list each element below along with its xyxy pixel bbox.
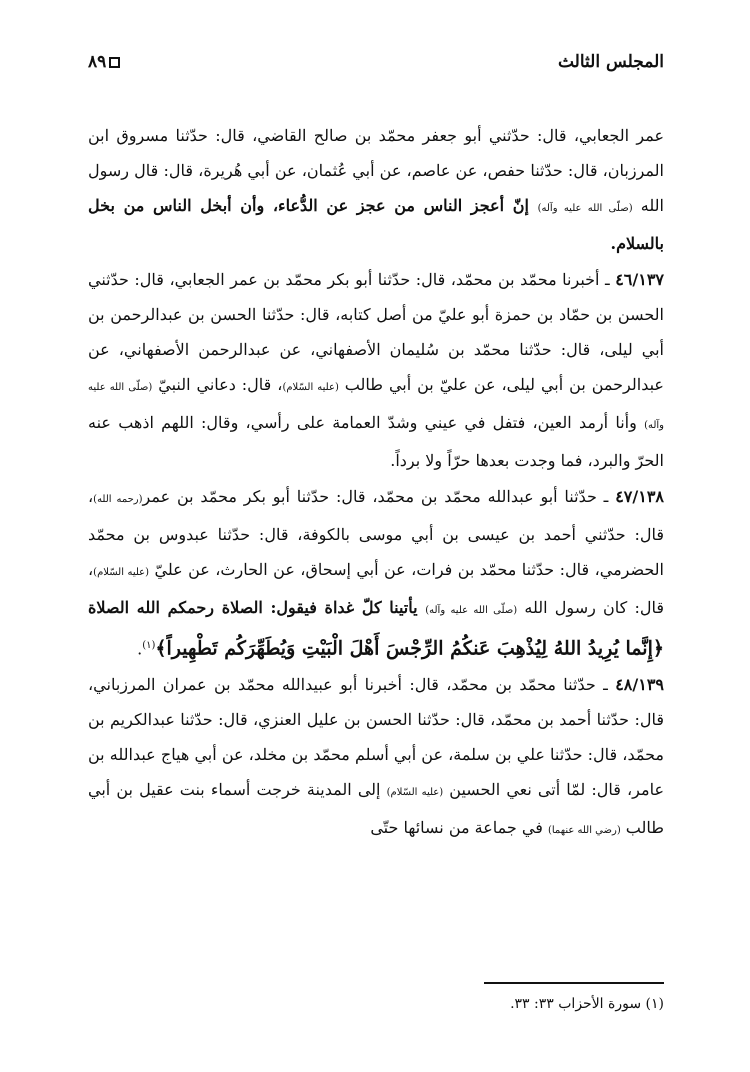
- hadith-number: ٤٦/١٣٧: [615, 270, 664, 289]
- main-text: [88, 118, 664, 848]
- footnote-divider: [484, 982, 664, 984]
- footnote-marker[interactable]: (١): [142, 640, 156, 651]
- text-run: عمر الجعابي، قال: حدّثني أبو جعفر محمّد بن صالح القاضي، قال: حدّثنا مسروق ابن المرزبان، قال: حدّثنا حفص، عن عاصم، عن أبي عُثمان، عن أبي هُريرة، قال: قال رسول الله: [88, 126, 665, 215]
- text-run: ، قال: كان رسول الله: [88, 560, 664, 617]
- page-number-text: ٨٩: [88, 52, 107, 72]
- text-run: .: [137, 639, 143, 659]
- text-run: ، قال: دعاني النبيّ: [152, 375, 283, 394]
- honorific: (رحمه الله): [93, 494, 143, 505]
- hadith-137: [88, 262, 664, 478]
- honorific: (عليه السّلام): [93, 567, 150, 578]
- honorific: (رضي الله عنهما): [547, 825, 621, 837]
- honorific: (صلّى الله عليه وآله): [537, 203, 633, 214]
- honorific: (صلّى الله عليه وآله): [88, 382, 664, 431]
- honorific: (عليه السّلام): [386, 787, 444, 799]
- hadith-text: إنّ أعجز الناس من عجز عن الدُّعاء، وأن أبخل الناس من بخل بالسلام.: [88, 196, 664, 253]
- honorific: (صلّى الله عليه وآله): [425, 605, 518, 616]
- footnote: (١) سورة الأحزاب ٣٣: ٣٣.: [510, 996, 664, 1012]
- hadith-number: ٤٧/١٣٨: [615, 487, 664, 506]
- quran-verse: ﴿إِنَّما يُرِيدُ اللهُ لِيُذْهِبَ عَنكُمُ الرِّجْسَ أَهْلَ الْبَيْتِ وَيُطَهِّرَكُم تَطْهِيراً﴾: [155, 637, 664, 660]
- text-run: ـ حدّثنا محمّد بن محمّد، قال: أخبرنا أبو عبيدالله محمّد بن عمران المرزباني، قال: حدّثنا أحمد بن محمّد، قال: حدّثنا الحسن بن عليل العنزي، قال: حدّثنا عبدالكريم بن محمّد، قال: حدّثنا علي بن سلمة، عن أبي أسلم محمّد بن مخلد، عن أبي هياج عبدالله بن عامر، قال: لمّا أتى نعي الحسين: [88, 675, 665, 800]
- text-run: إلى المدينة خرجت أسماء بنت عقيل بن أبي طالب: [88, 780, 664, 838]
- page-header: [88, 46, 664, 78]
- hadith-text: وأنا أرمد العين، فتفل في عيني وشدّ العمامة على رأسي، وقال: اللهم اذهب عنه الحرّ والبرد، فما وجدت بعدها حرّاً ولا برداً.: [88, 413, 664, 470]
- hadith-text: يأتينا كلّ غداة فيقول: الصلاة رحمكم الله الصلاة: [88, 598, 426, 617]
- text-run: في جماعة من نسائها حتّى: [370, 818, 548, 838]
- hadith-number: ٤٨/١٣٩: [615, 675, 664, 695]
- page-number: [88, 52, 120, 72]
- square-icon: [109, 57, 120, 68]
- chapter-title: المجلس الثالث: [557, 52, 664, 72]
- text-run: ـ أخبرنا محمّد بن محمّد، قال: حدّثنا أبو بكر محمّد بن عمر الجعابي، قال: حدّثني الحسن بن حمّاد بن حمزة أبو عليّ من أصل كتابه، قال: حدّثنا الحسن بن عبدالرحمن بن أبي ليلى، قال: حدّثنا محمّد بن سُليمان الأصفهاني، عن عبدالرحمن الأصفهاني، عن عبدالرحمن بن أبي ليلى، عن عليّ بن أبي طالب: [88, 270, 664, 394]
- hadith-139: [88, 667, 664, 848]
- hadith-138: [88, 479, 664, 666]
- text-run: ، قال: حدّثني أحمد بن عيسى بن أبي موسى بالكوفة، قال: حدّثنا عبدوس بن محمّد الحضرمي، قال: حدّثنا محمّد بن فرات، عن أبي إسحاق، عن الحارث، عن عليّ: [88, 487, 665, 579]
- paragraph-continuation: [88, 118, 664, 261]
- text-run: ـ حدّثنا أبو عبدالله محمّد بن محمّد، قال: حدّثنا أبو بكر محمّد بن عمر: [142, 487, 616, 506]
- honorific: (عليه السّلام): [282, 382, 339, 393]
